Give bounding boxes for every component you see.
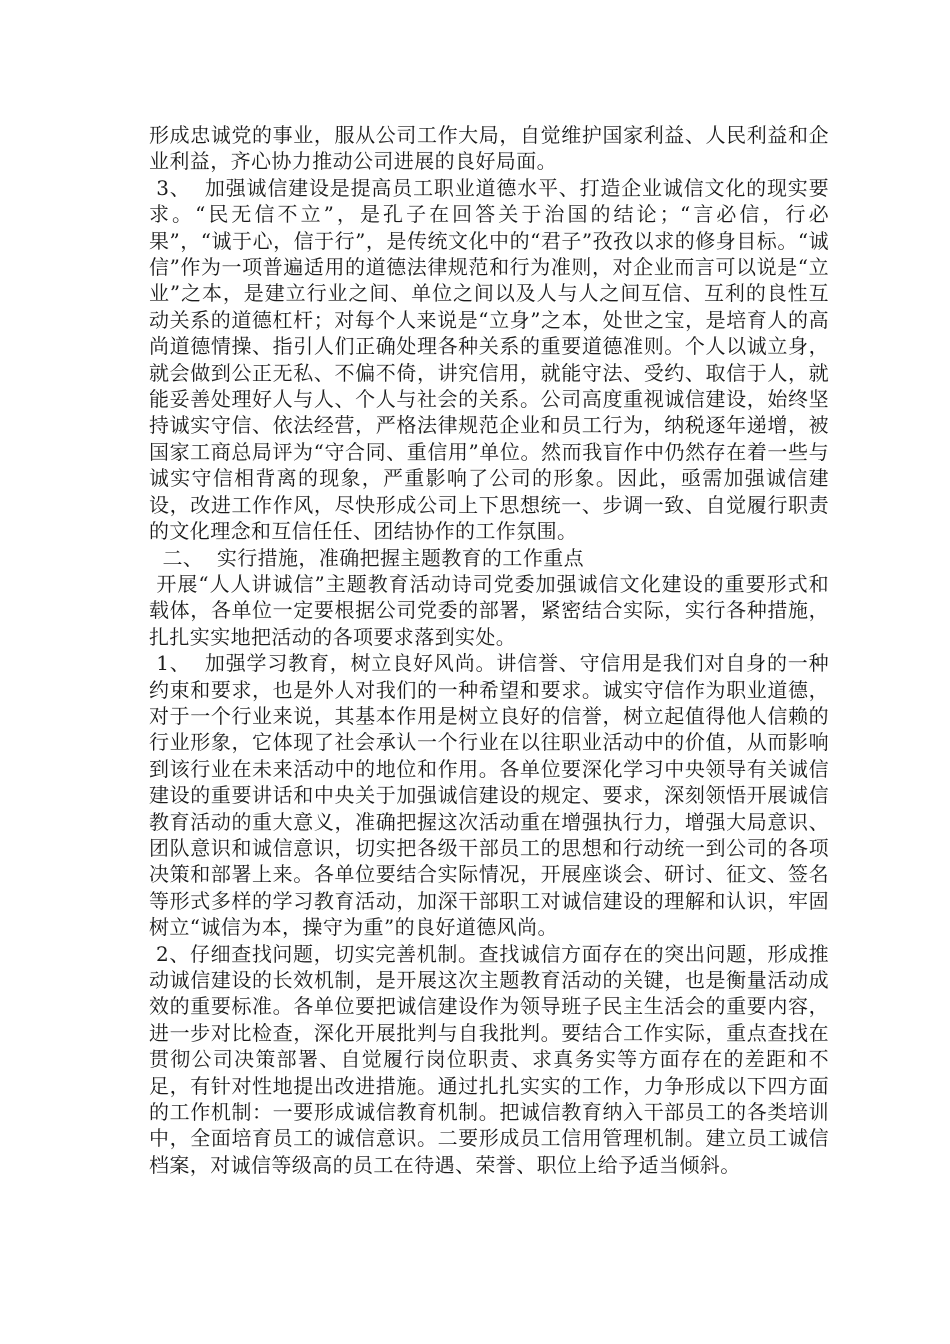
paragraph-point-3: 3、 加强诚信建设是提高员工职业道德水平、打造企业诚信文化的现实要求。“民无信不立”，是孔子在回答关于治国的结论；“言必信，行必果”，“诚于心，信于行”，是传统文化中的“君子”孜孜以求的修身目标。“诚信”作为一项普遍适用的道德法律规范和行为准则，对企业而言可以说是“立业”之本，是建立行业之间、单位之间以及人与人之间互信、互利的良性互动关系的道德杠杆；对每个人来说是“立身”之本，处世之宝，是培育人的高尚道德情操、指引人们正确处理各种关系的重要道德准则。个人以诚立身，就会做到公正无私、不偏不倚，讲究信用，就能守法、受约、取信于人，就能妥善处理好人与人、个人与社会的关系。公司高度重视诚信建设，始终坚持诚实守信、依法经营，严格法律规范企业和员工行为，纳税逐年递增，被国家工商总局评为“守合同、重信用”单位。然而我盲作中仍然存在着一些与诚实守信相背离的现象，严重影响了公司的形象。因此，亟需加强诚信建设，改进工作作风，尽快形成公司上下思想统一、步调一致、自觉履行职责的文化理念和互信任任、团结协作的工作氛围。 — [149, 175, 829, 544]
document-body — [149, 122, 829, 1178]
paragraph-point-1: 1、 加强学习教育，树立良好风尚。讲信誉、守信用是我们对自身的一种约束和要求，也是外人对我们的一种希望和要求。诚实守信作为职业道德，对于一个行业来说，其基本作用是树立良好的信誉，树立起值得他人信赖的行业形象，它体现了社会承认一个行业在以往职业活动中的价值，从而影响到该行业在未来活动中的地位和作用。各单位要深化学习中央领导有关诚信建设的重要讲话和中央关于加强诚信建设的规定、要求，深刻领悟开展诚信教育活动的重大意义，准确把握这次活动重在增强执行力，增强大局意识、团队意识和诚信意识，切实把各级干部员工的思想和行动统一到公司的各项决策和部署上来。各单位要结合实际情况，开展座谈会、研讨、征文、签名等形式多样的学习教育活动，加深干部职工对诚信建设的理解和认识，牢固树立“诚信为本，操守为重”的良好道德风尚。 — [149, 651, 829, 940]
section-heading-2: 二、 实行措施，准确把握主题教育的工作重点 — [149, 545, 585, 570]
paragraph-section-2-intro: 开展“人人讲诚信”主题教育活动诗司党委加强诚信文化建设的重要形式和载体，各单位一定要根据公司党委的部署，紧密结合实际，实行各种措施，扎扎实实地把活动的各项要求落到实处。 — [149, 571, 829, 649]
paragraph-intro-continuation: 形成忠诚党的事业，服从公司工作大局，自觉维护国家利益、人民利益和企业利益，齐心协力推动公司进展的良好局面。 — [149, 123, 829, 174]
paragraph-point-2: 2、仔细查找问题，切实完善机制。查找诚信方面存在的突出问题，形成推动诚信建设的长效机制，是开展这次主题教育活动的关键，也是衡量活动成效的重要标准。各单位要把诚信建设作为领导班子民主生活会的重要内容，进一步对比检查，深化开展批判与自我批判。要结合工作实际，重点查找在贯彻公司决策部署、自觉履行岗位职责、求真务实等方面存在的差距和不足，有针对性地提出改进措施。通过扎扎实实的工作，力争形成以下四方面的工作机制：一要形成诚信教育机制。把诚信教育纳入干部员工的各类培训中，全面培育员工的诚信意识。二要形成员工信用管理机制。建立员工诚信档案，对诚信等级高的员工在待遇、荣誉、职位上给予适当倾斜。 — [149, 941, 829, 1177]
